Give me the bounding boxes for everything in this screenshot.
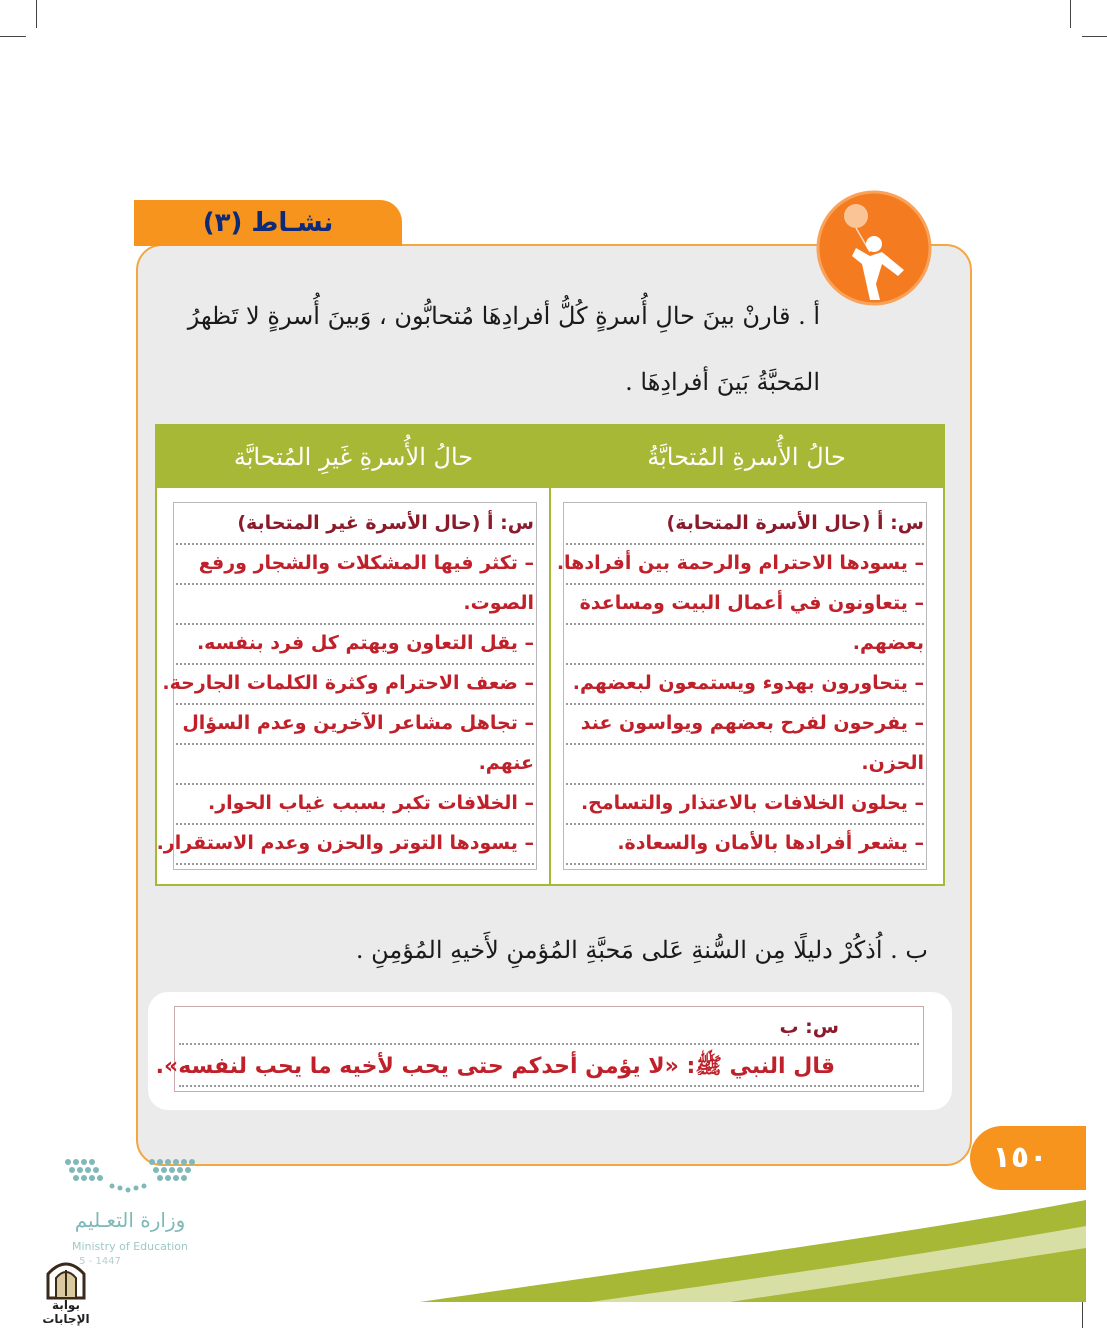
answer-line: – ضعف الاحترام وكثرة الكلمات الجارحة.: [176, 665, 534, 705]
answer-line: الصوت.: [176, 585, 534, 625]
crop-mark: [36, 0, 37, 28]
page-number: ١٥٠: [992, 1140, 1048, 1175]
question-a-line2: المَحبَّةُ بَينَ أفرادِهَا .: [625, 368, 820, 396]
ministry-name-en: Ministry of Education: [71, 1240, 188, 1253]
answer-box-not-loving: [156, 502, 537, 870]
decorative-swoosh: [410, 1190, 1086, 1304]
answer-line: الحزن.: [566, 745, 924, 785]
answer-line: – يفرحون لفرح بعضهم ويواسون عند: [566, 705, 924, 745]
column-divider: [549, 488, 551, 884]
ministry-name-ar: وزارة التعـليم: [74, 1208, 186, 1232]
crop-mark: [1082, 36, 1107, 37]
answer-line: س: أ (حال الأسرة غير المتحابة): [176, 505, 534, 545]
answer-line: – الخلافات تكبر بسبب غياب الحوار.: [176, 785, 534, 825]
column-header-not-loving: حالُ الأُسرةِ غَيرِ المُتحابَّة: [233, 443, 474, 471]
crop-mark: [0, 36, 26, 37]
answer-line: – تكثر فيها المشكلات والشجار ورفع: [176, 545, 534, 585]
answer-box-b: [155, 1006, 924, 1092]
answer-line: – يسودها التوتر والحزن وعدم الاستقرار.: [176, 825, 534, 865]
answer-line: – تجاهل مشاعر الآخرين وعدم السؤال: [176, 705, 534, 745]
answer-line: بعضهم.: [566, 625, 924, 665]
activity-title: نشـاط (٣): [202, 208, 334, 238]
column-header-loving: حالُ الأُسرةِ المُتحابَّةُ: [647, 443, 846, 471]
answer-line: – يقل التعاون ويهتم كل فرد بنفسه.: [176, 625, 534, 665]
crop-mark: [1070, 0, 1071, 28]
activity-logo-icon: [816, 190, 932, 306]
ministry-year: 5 - 1447: [79, 1256, 121, 1267]
answer-line: – يسودها الاحترام والرحمة بين أفرادها.: [566, 545, 924, 585]
answer-line: – يتعاونون في أعمال البيت ومساعدة: [566, 585, 924, 625]
answer-box-loving: [556, 502, 927, 870]
table-header: [157, 426, 943, 488]
gate-logo-icon: [44, 1256, 88, 1300]
page-number-tab: [970, 1126, 1086, 1190]
answer-line: عنهم.: [176, 745, 534, 785]
answer-label-b: س: ب: [179, 1009, 919, 1045]
answer-line: – يتحاورون بهدوء ويستمعون لبعضهم.: [566, 665, 924, 705]
question-a-line1: أ . قارنْ بينَ حالِ أُسرةٍ كُلُّ أفرادِهَا مُتحابُّون ، وَبينَ أُسرةٍ لا تَظهرُ: [187, 302, 820, 330]
answer-line: – يشعر أفرادها بالأمان والسعادة.: [566, 825, 924, 865]
answer-line: س: أ (حال الأسرة المتحابة): [566, 505, 924, 545]
comparison-table: [155, 424, 945, 886]
ministry-logo-icon: [62, 1152, 198, 1202]
answer-text-b: قال النبي ﷺ: «لا يؤمن أحدكم حتى يحب لأخيه ما يحب لنفسه».: [179, 1047, 919, 1087]
question-b: ب . اُذكُرْ دليلًا مِن السُّنةِ عَلى مَحبَّةِ المُؤمنِ لأَخيهِ المُؤمِنِ .: [355, 936, 928, 964]
watermark-label: بوابة الإجابات: [42, 1298, 90, 1326]
answer-line: – يحلون الخلافات بالاعتذار والتسامح.: [566, 785, 924, 825]
